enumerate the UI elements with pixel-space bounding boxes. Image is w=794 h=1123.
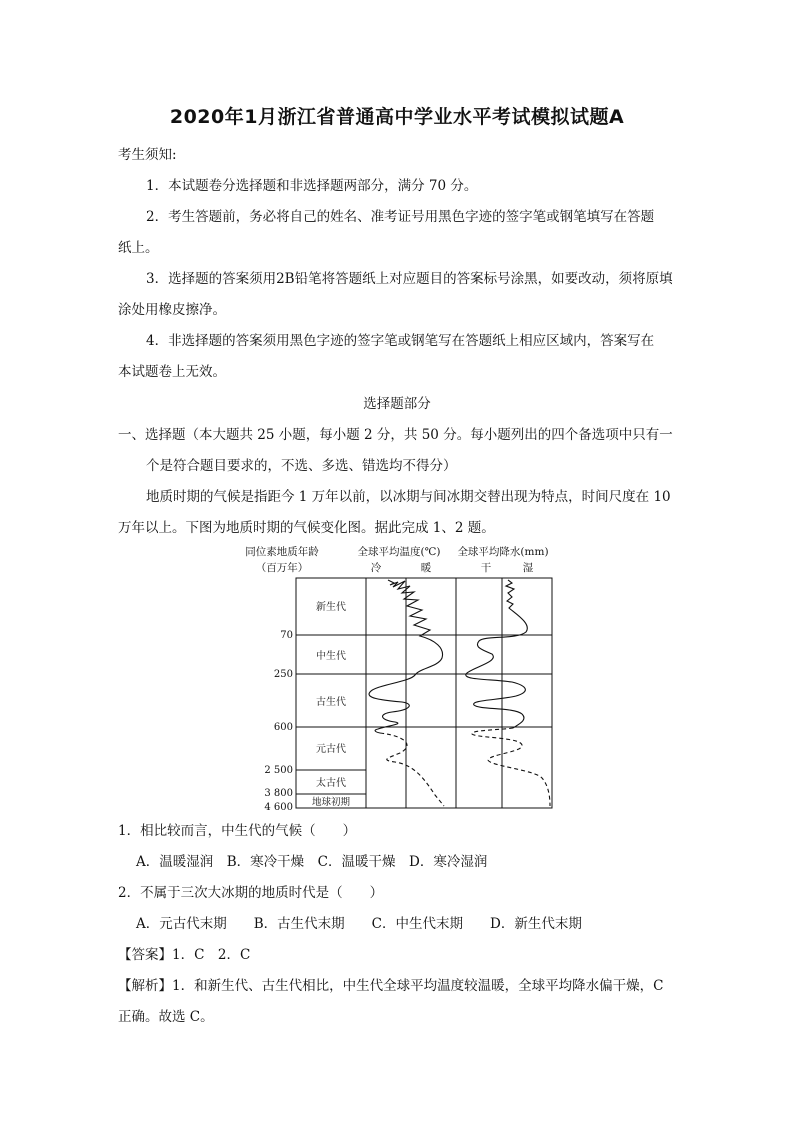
question-1-stem: 1．相比较而言，中生代的气候（ ）: [118, 823, 357, 839]
era-archean: 太古代: [316, 778, 346, 789]
climate-change-figure: [230, 540, 570, 812]
part1-instruction: 一、选择题（本大题共 25 小题，每小题 2 分，共 50 分。每小题列出的四个备选项中只有一: [118, 427, 673, 443]
temperature-warm-label: 暖: [420, 562, 432, 574]
age-label-70: 70: [280, 630, 293, 641]
notice-item-2: 2．考生答题前，务必将自己的姓名、准考证号用黑色字迹的签字笔或钢笔填写在答题: [146, 209, 655, 225]
notice-item-3-cont: 涂处用橡皮擦净。: [118, 302, 226, 318]
temperature-column-label: 全球平均温度(℃): [357, 546, 441, 558]
era-cenozoic: 新生代: [316, 602, 346, 613]
exam-title: 2020年1月浙江省普通高中学业水平考试模拟试题A: [169, 106, 625, 128]
notice-item-4-cont: 本试题卷上无效。: [118, 364, 226, 380]
section-title: 选择题部分: [363, 396, 431, 412]
question-2-options: A．元古代末期 B．古生代末期 C．中生代末期 D．新生代末期: [136, 916, 582, 932]
part1-instruction-cont: 个是符合题目要求的，不选、多选、错选均不得分）: [146, 458, 457, 474]
era-early-earth: 地球初期: [311, 797, 351, 808]
precipitation-curve-dashed: [472, 728, 550, 806]
precipitation-wet-label: 湿: [522, 562, 534, 574]
precipitation-dry-label: 干: [480, 562, 492, 574]
era-mesozoic: 中生代: [316, 651, 346, 662]
age-label-2500: 2 500: [264, 765, 293, 776]
notice-item-3: 3．选择题的答案须用2B铅笔将答题纸上对应题目的答案标号涂黑，如要改动，须将原填: [146, 271, 673, 287]
temperature-cold-label: 冷: [370, 562, 382, 574]
age-column-unit: （百万年）: [255, 562, 309, 574]
question-stem: 地质时期的气候是指距今 1 万年以前，以冰期与间冰期交替出现为特点，时间尺度在 10: [146, 489, 671, 505]
age-label-600: 600: [273, 722, 293, 733]
notice-heading: 考生须知:: [118, 147, 177, 163]
notice-item-4: 4．非选择题的答案须用黑色字迹的签字笔或钢笔写在答题纸上相应区域内，答案写在: [146, 333, 655, 349]
question-2-stem: 2．不属于三次大冰期的地质时代是（ ）: [118, 885, 384, 901]
age-label-250: 250: [273, 669, 293, 680]
precipitation-curve: [466, 580, 528, 728]
precipitation-column-label: 全球平均降水(mm): [457, 546, 549, 558]
answer-line: 【答案】1．C 2．C: [118, 947, 251, 963]
analysis-line: 【解析】1．和新生代、古生代相比，中生代全球平均温度较温暖，全球平均降水偏干燥，C: [118, 978, 664, 994]
era-proterozoic: 元古代: [316, 744, 346, 755]
age-label-4600: 4 600: [264, 802, 293, 812]
notice-item-2-cont: 纸上。: [118, 240, 159, 256]
question-1-options: A．温暖湿润 B．寒冷干燥 C．温暖干燥 D．寒冷湿润: [136, 854, 488, 870]
question-stem-cont: 万年以上。下图为地质时期的气候变化图。据此完成 1、2 题。: [118, 520, 495, 536]
analysis-line-cont: 正确。故选 C。: [118, 1009, 214, 1025]
era-paleozoic: 古生代: [316, 697, 346, 708]
age-label-3800: 3 800: [264, 788, 293, 799]
temperature-curve-dashed: [380, 733, 444, 806]
notice-item-1: 1．本试题卷分选择题和非选择题两部分，满分 70 分。: [146, 178, 478, 194]
age-column-label: 同位素地质年龄: [245, 546, 319, 558]
